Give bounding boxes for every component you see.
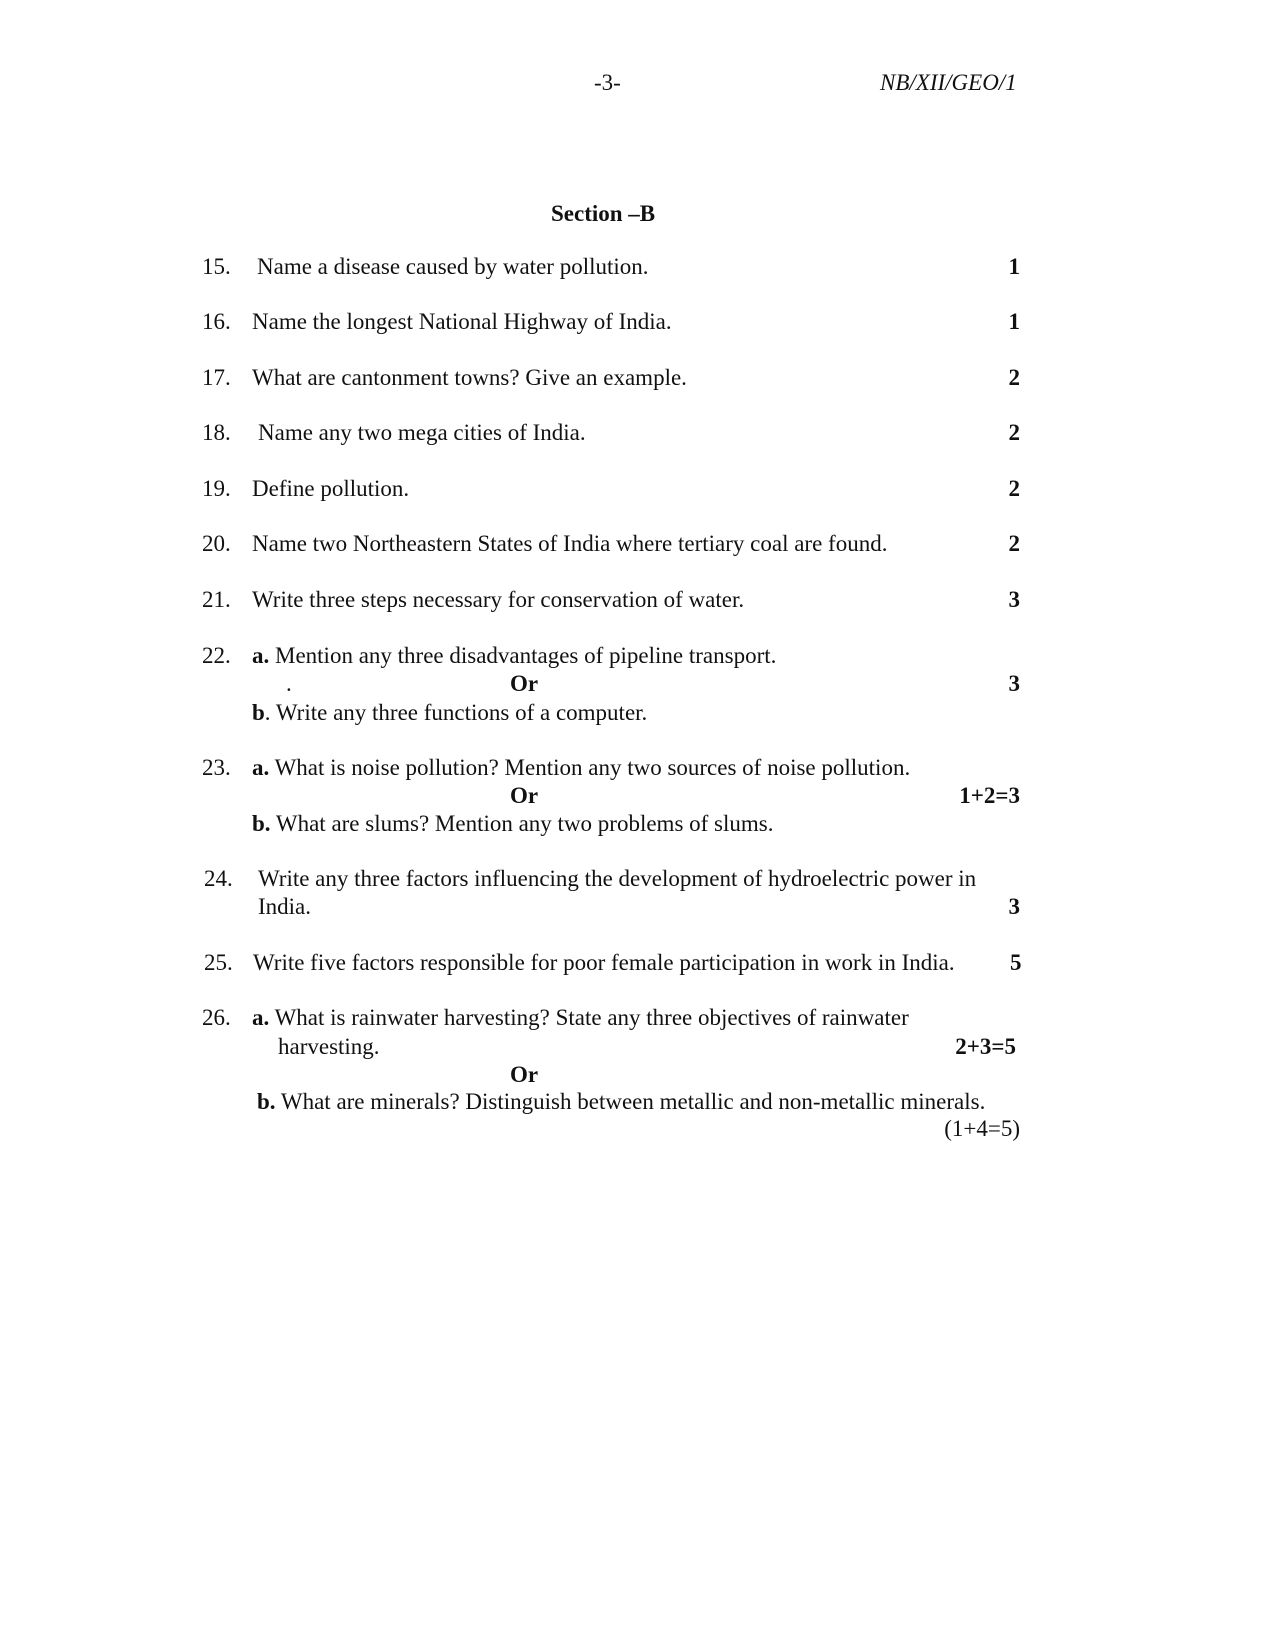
question-number: 24. [204, 866, 233, 891]
question-marks: 3 [1008, 587, 1020, 612]
document-code: NB/XII/GEO/1 [880, 70, 1017, 95]
option-b [257, 1089, 985, 1114]
option-a [252, 643, 776, 668]
question-number: 18. [202, 420, 231, 445]
question-number: 21. [202, 587, 231, 612]
or-separator: Or [510, 1062, 539, 1087]
option-a-label: a. [252, 643, 270, 668]
question-text: Name two Northeastern States of India where tertiary coal are found. [252, 531, 888, 556]
question-text: Write five factors responsible for poor female participation in work in India. [253, 950, 955, 975]
stray-dot: . [286, 671, 292, 696]
question-text: What are cantonment towns? Give an example. [252, 365, 687, 390]
question-number: 20. [202, 531, 231, 556]
question-text-line1: Write any three factors influencing the development of hydroelectric power in [258, 866, 977, 891]
question-marks: 2 [1008, 420, 1020, 445]
page-number: -3- [594, 70, 621, 95]
question-text-line2: India. [258, 894, 312, 919]
option-a-text: What is rainwater harvesting? State any three objectives of rainwater [269, 1005, 909, 1030]
option-a-text: What is noise pollution? Mention any two sources of noise pollution. [269, 755, 911, 780]
question-number: 17. [202, 365, 231, 390]
question-marks: 1 [1008, 309, 1020, 334]
option-a-text: Mention any three disadvantages of pipeline transport. [269, 643, 777, 668]
question-text: Name any two mega cities of India. [258, 420, 586, 445]
question-number: 16. [202, 309, 231, 334]
option-b-label: b. [257, 1089, 276, 1114]
option-a-label: a. [252, 755, 270, 780]
question-marks: 1 [1008, 254, 1020, 279]
question-text: Define pollution. [252, 476, 410, 501]
question-text: Write three steps necessary for conservation of water. [252, 587, 745, 612]
option-b-text: What are slums? Mention any two problems of slums. [270, 811, 774, 836]
question-number: 22. [202, 643, 231, 668]
question-text: Name the longest National Highway of India. [252, 309, 672, 334]
question-number: 23. [202, 755, 231, 780]
question-number: 15. [202, 254, 231, 279]
question-marks: 2 [1008, 476, 1020, 501]
question-number: 19. [202, 476, 231, 501]
question-marks: 5 [1010, 950, 1022, 975]
option-b-label: b [252, 700, 265, 725]
option-b-label: b. [252, 811, 271, 836]
option-b-marks: (1+4=5) [944, 1116, 1020, 1141]
option-b [252, 700, 647, 725]
question-marks: 2 [1008, 531, 1020, 556]
option-a-line2: harvesting. [278, 1034, 380, 1059]
option-b [252, 811, 774, 836]
option-a-marks: 2+3=5 [955, 1034, 1016, 1059]
question-number: 25. [204, 950, 233, 975]
or-separator: Or [510, 671, 539, 696]
question-marks: 3 [1008, 894, 1020, 919]
option-a-label: a. [252, 1005, 270, 1030]
or-separator: Or [510, 783, 539, 808]
question-marks: 3 [1008, 671, 1020, 696]
section-title: Section –B [551, 201, 656, 226]
option-a [252, 755, 910, 780]
option-a [252, 1005, 909, 1030]
question-text: Name a disease caused by water pollution. [257, 254, 649, 279]
question-marks: 1+2=3 [959, 783, 1020, 808]
option-b-text: What are minerals? Distinguish between metallic and non-metallic minerals. [275, 1089, 986, 1114]
question-marks: 2 [1008, 365, 1020, 390]
option-b-text: . Write any three functions of a computer. [264, 700, 648, 725]
question-number: 26. [202, 1005, 231, 1030]
